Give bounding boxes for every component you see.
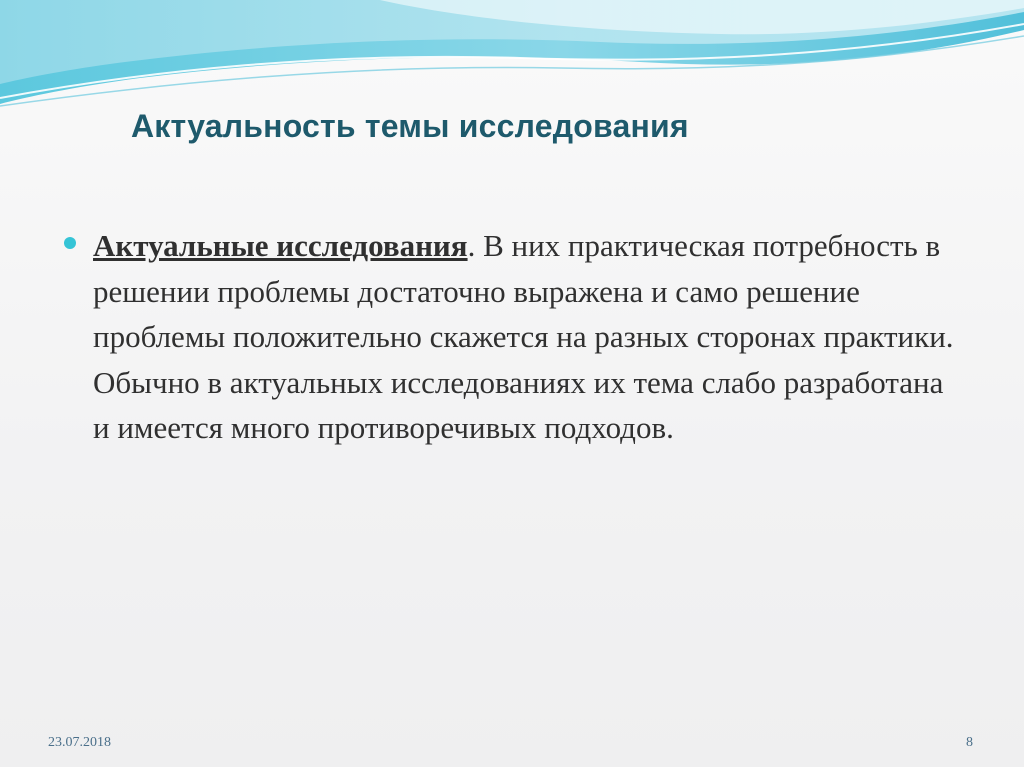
bullet-list-item — [64, 223, 964, 451]
bullet-body: . В них практическая потребность в решении проблемы достаточно выражена и само решение проблемы положительно скажется на разных сторонах практики. Обычно в актуальных исследованиях их тема слабо разработана и имеется много противоречивых подходов. — [93, 228, 954, 445]
footer-page-number: 8 — [966, 735, 973, 750]
bullet-dot-icon — [64, 237, 76, 249]
bullet-text — [93, 223, 964, 451]
footer-date: 23.07.2018 — [48, 735, 111, 750]
bullet-term: Актуальные исследования — [93, 228, 468, 263]
slide-title: Актуальность темы исследования — [131, 108, 689, 144]
